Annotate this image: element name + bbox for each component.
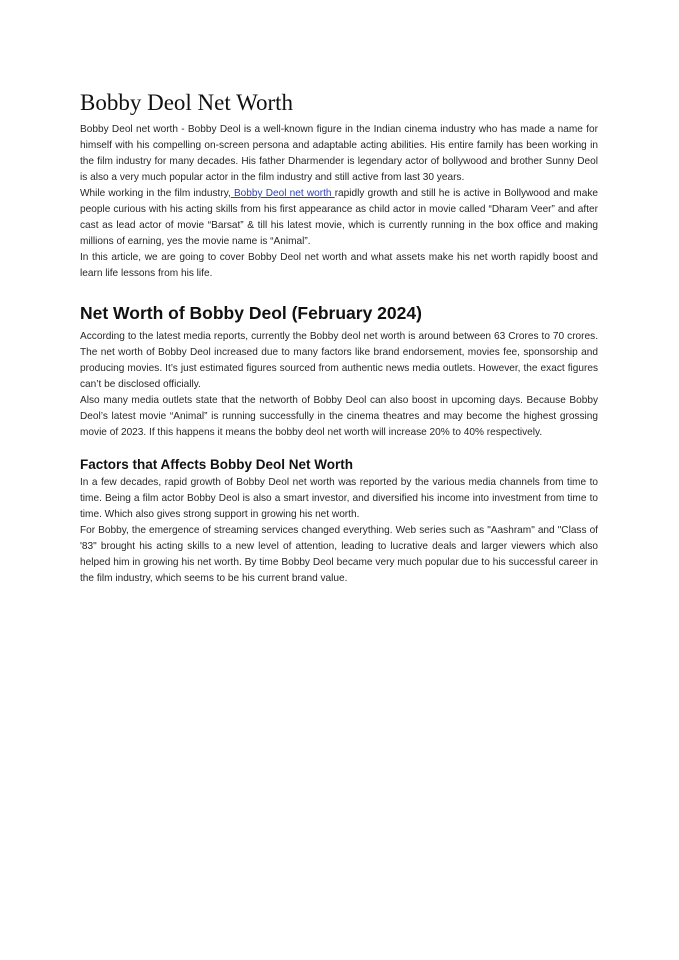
net-worth-link[interactable]: Bobby Deol net worth	[230, 188, 335, 199]
net-worth-paragraph-1: According to the latest media reports, currently the Bobby deol net worth is around between 63 Crores to 70 crores. The net worth of Bobby Deol increased due to many factors like brand endorsement, movies fee, sponsorship and producing movies. It’s just estimated figures sourced from authentic news media outlets. However, the exact figures can’t be disclosed officially.	[80, 331, 598, 390]
intro-paragraph-2-lead: While working in the film industry,	[80, 188, 231, 199]
factors-paragraph-2: For Bobby, the emergence of streaming services changed everything. Web series such as "Aashram" and "Class of '83" brought his acting skills to a new level of attention, leading to lucrative deals and larger viewers which also helped him in growing his net worth. By time Bobby Deol became very much popular due to his successful career in the film industry, which seems to be his current brand value.	[80, 525, 598, 584]
net-worth-paragraph-2: Also many media outlets state that the networth of Bobby Deol can also boost in upcoming days. Because Bobby Deol’s latest movie “Animal” is running successfully in the cinema theatres and may become the highest grossing movie of 2023. If this happens it means the bobby deol net worth will increase 20% to 40% respectively.	[80, 395, 598, 438]
intro-paragraph-2-rest: rapidly growth and still he is active in Bollywood and make people curious with his acting skills from his first appearance as child actor in movie called “Dharam Veer” and after cast as lead actor of movie “Barsat” & till his latest movie, which is currently running in the box office and making millions of earning, yes the movie name is “Animal”.	[80, 188, 598, 247]
section-heading-net-worth: Net Worth of Bobby Deol (February 2024)	[80, 303, 422, 323]
document-page	[80, 88, 598, 587]
section-heading-factors: Factors that Affects Bobby Deol Net Worth	[80, 457, 354, 472]
intro-paragraph-2	[80, 186, 598, 250]
factors-paragraph-1: In a few decades, rapid growth of Bobby Deol net worth was reported by the various media channels from time to time. Being a film actor Bobby Deol is also a smart investor, and diversified his income into investment from time to time. Which also gives strong support in growing his net worth.	[80, 477, 598, 520]
article-title: Bobby Deol Net Worth	[80, 90, 294, 115]
intro-paragraph-3: In this article, we are going to cover Bobby Deol net worth and what assets make his net worth rapidly boost and learn life lessons from his life.	[80, 252, 598, 279]
intro-paragraph-1: Bobby Deol net worth - Bobby Deol is a well-known figure in the Indian cinema industry who has made a name for himself with his compelling on-screen persona and adaptable acting abilities. His entire family has been working in the film industry for many decades. His father Dharmender is legendary actor of bollywood and brother Sunny Deol is also a very much popular actor in the film industry and still active from last 30 years.	[80, 124, 598, 183]
